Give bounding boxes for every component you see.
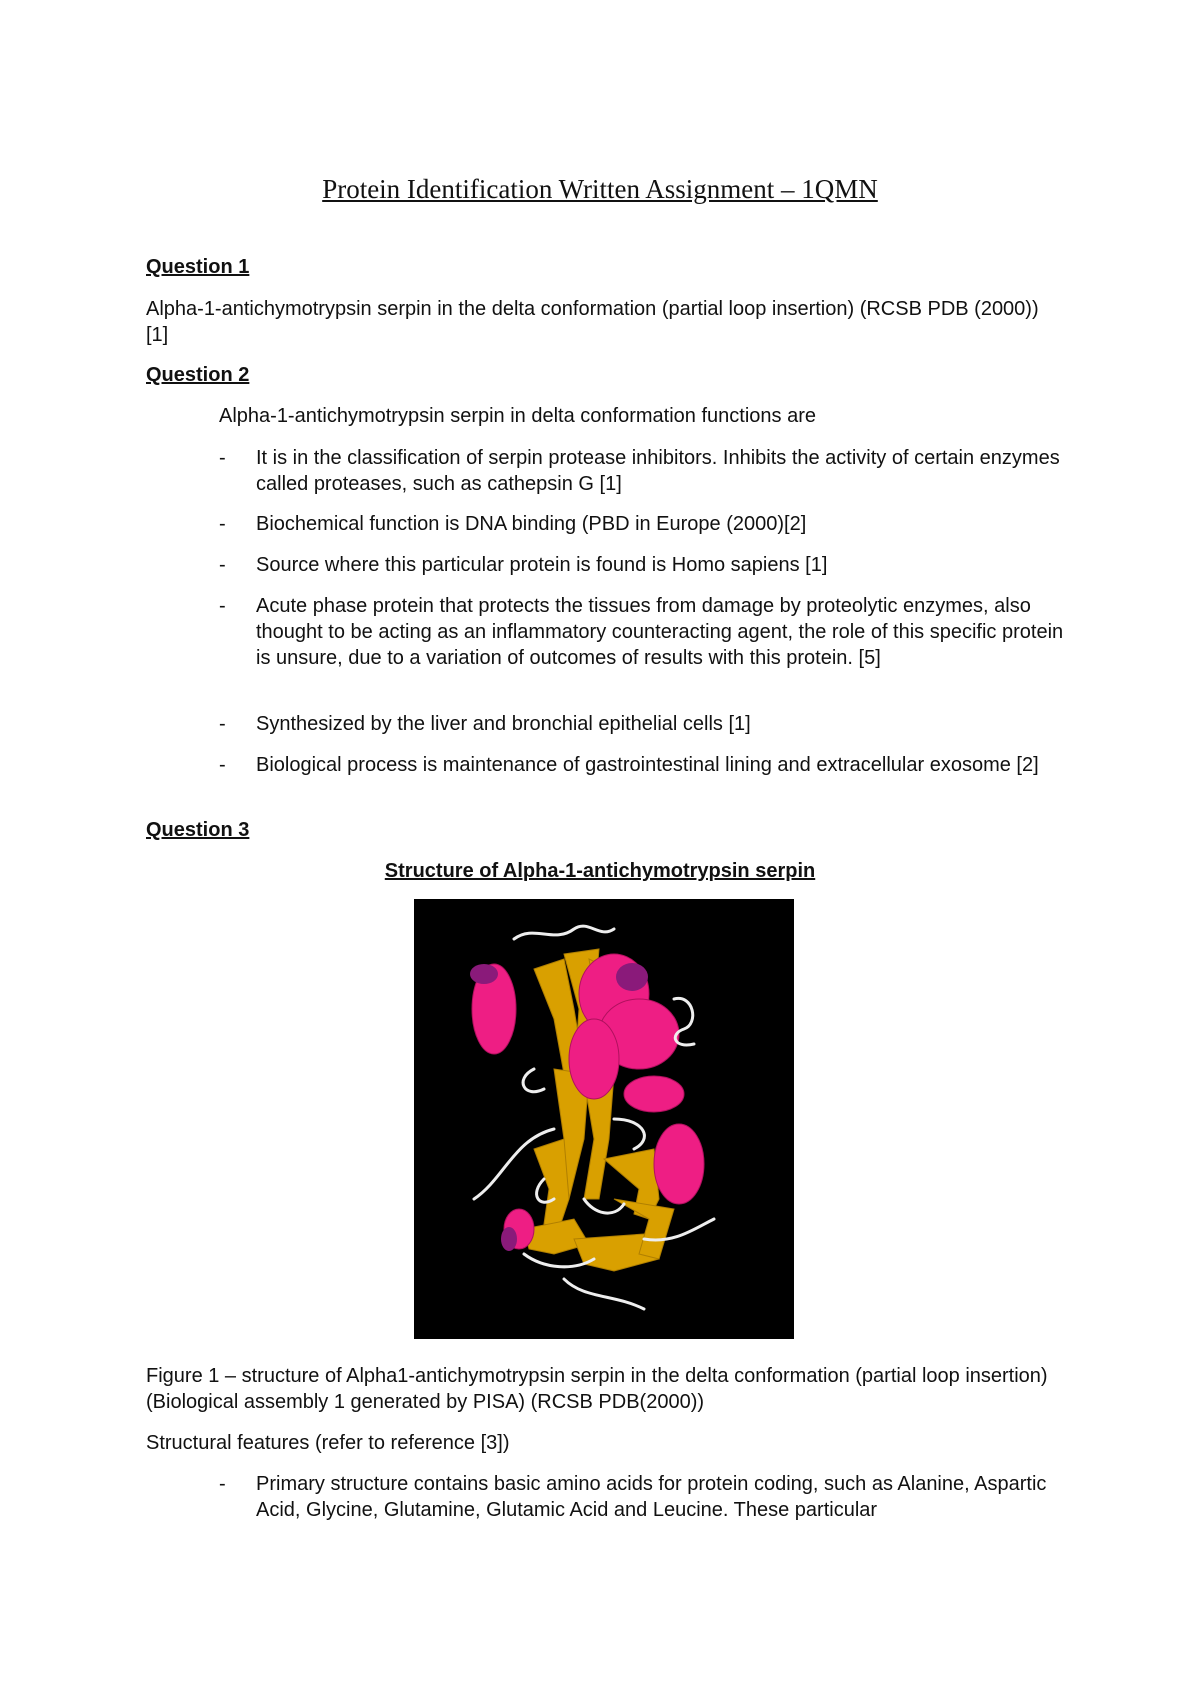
question-2-heading: Question 2	[146, 364, 250, 386]
bullet-text: Biological process is maintenance of gastrointestinal lining and extracellular exosome [2]	[256, 754, 1039, 776]
function-bullet	[219, 593, 1069, 671]
question-2-intro: Alpha-1-antichymotrypsin serpin in delta conformation functions are	[219, 405, 816, 427]
protein-structure-image	[414, 899, 794, 1339]
question-1-heading: Question 1	[146, 256, 250, 278]
structural-features-intro: Structural features (refer to reference [3])	[146, 1432, 510, 1454]
bullet-dash: -	[219, 595, 226, 617]
bullet-dash: -	[219, 447, 226, 469]
question-1-answer: Alpha-1-antichymotrypsin serpin in the delta conformation (partial loop insertion) (RCSB PDB (2000)) [1]	[146, 298, 1039, 346]
protein-ribbon-render	[414, 899, 794, 1339]
bullet-dash: -	[219, 554, 226, 576]
function-bullet	[219, 552, 1069, 578]
function-bullet	[219, 511, 1069, 537]
bullet-text: Synthesized by the liver and bronchial epithelial cells [1]	[256, 713, 751, 735]
function-bullet	[219, 445, 1069, 497]
bullet-dash: -	[219, 513, 226, 535]
function-bullet	[219, 752, 1069, 778]
figure-caption: Figure 1 – structure of Alpha1-antichymotrypsin serpin in the delta conformation (partial loop insertion) (Biological assembly 1 generated by PISA) (RCSB PDB(2000))	[146, 1365, 1048, 1413]
bullet-text: Biochemical function is DNA binding (PBD in Europe (2000)[2]	[256, 513, 807, 535]
function-bullet	[219, 711, 1069, 737]
bullet-dash: -	[219, 754, 226, 776]
structural-bullet	[219, 1471, 1069, 1523]
bullet-dash: -	[219, 1473, 226, 1495]
bullet-text: Primary structure contains basic amino acids for protein coding, such as Alanine, Aspartic Acid, Glycine, Glutamine, Glutamic Acid and Leucine. These particular	[256, 1473, 1047, 1521]
figure-title: Structure of Alpha-1-antichymotrypsin serpin	[384, 860, 816, 882]
bullet-dash: -	[219, 713, 226, 735]
bullet-text: Acute phase protein that protects the tissues from damage by proteolytic enzymes, also thought to be acting as an inflammatory counteracting agent, the role of this specific protein is unsure, due to a variation of outcomes of results with this protein. [5]	[256, 595, 1064, 669]
question-3-heading: Question 3	[146, 819, 250, 841]
bullet-text: It is in the classification of serpin protease inhibitors. Inhibits the activity of certain enzymes called proteases, such as cathepsin G [1]	[256, 447, 1060, 495]
bullet-text: Source where this particular protein is found is Homo sapiens [1]	[256, 554, 828, 576]
document-title: Protein Identification Written Assignment – 1QMN	[322, 174, 878, 204]
